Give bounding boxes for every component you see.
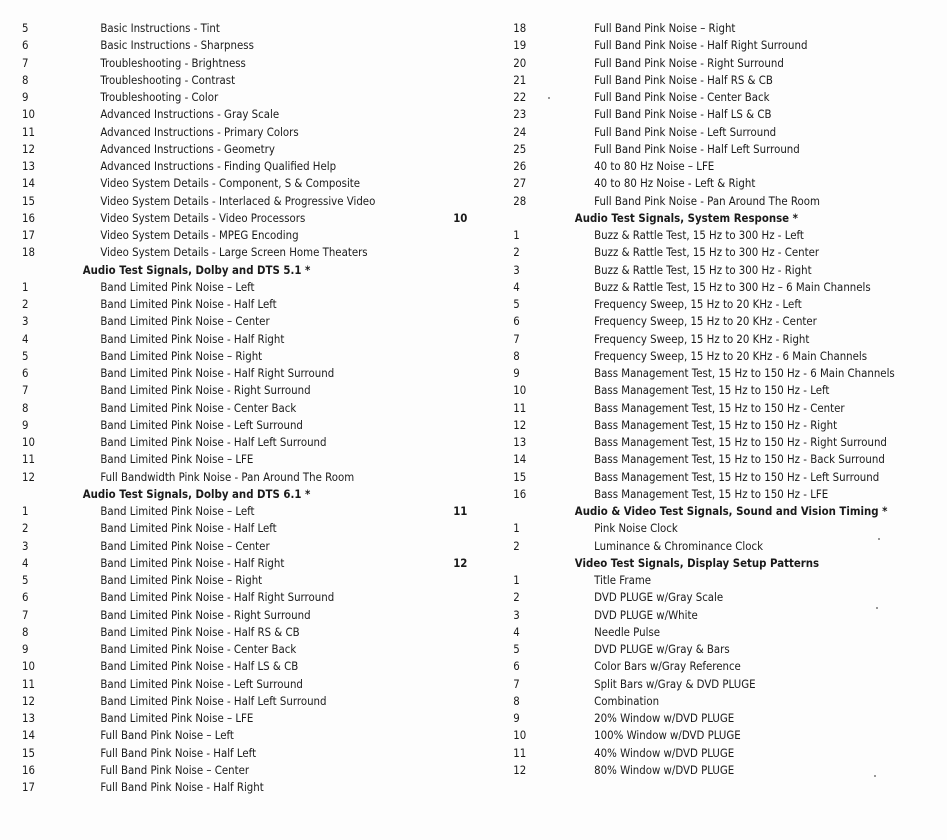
track-number: 8: [22, 400, 29, 415]
track-number: 10: [22, 435, 35, 449]
track-row: [478, 89, 891, 106]
track-row: [478, 589, 891, 606]
track-number: 18: [22, 245, 35, 260]
track-title: Band Limited Pink Noise – Center: [100, 314, 270, 329]
track-number: 8: [22, 624, 29, 639]
track-row: [478, 382, 891, 399]
track-row: [0, 607, 414, 624]
track-row: [0, 331, 414, 348]
track-title: Band Limited Pink Noise - Left Surround: [100, 417, 303, 432]
track-row: [478, 20, 891, 37]
track-title: Full Band Pink Noise – Left: [100, 728, 234, 743]
track-number: 2: [513, 245, 520, 260]
track-number: 9: [22, 90, 29, 104]
section-header-text: Audio Test Signals, Dolby and DTS 5.1 *: [82, 262, 311, 277]
track-title: 80% Window w/DVD PLUGE: [594, 762, 735, 777]
track-row: [0, 72, 414, 89]
track-title: Buzz & Rattle Test, 15 Hz to 300 Hz – 6 Main Channels: [594, 279, 871, 294]
track-title: Advanced Instructions - Finding Qualified Help: [100, 159, 337, 173]
track-row: [0, 624, 414, 641]
track-row: [0, 89, 414, 106]
track-number: 6: [22, 590, 29, 605]
track-title: 20% Window w/DVD PLUGE: [594, 711, 735, 725]
track-row: [478, 193, 891, 210]
track-row: [0, 37, 414, 54]
track-number: 5: [22, 348, 29, 363]
track-title: Needle Pulse: [594, 624, 661, 639]
section-header: [0, 262, 414, 279]
track-title: Band Limited Pink Noise – LFE: [100, 452, 254, 467]
track-row: [478, 296, 891, 313]
track-title: Band Limited Pink Noise - Half Left: [100, 521, 277, 536]
track-number: 26: [513, 159, 527, 173]
speck: [878, 538, 880, 540]
track-row: [478, 434, 891, 451]
track-row: [0, 589, 414, 606]
track-row: [478, 37, 891, 54]
track-number: 13: [513, 435, 527, 449]
track-row: [478, 538, 891, 555]
track-title: Bass Management Test, 15 Hz to 150 Hz - Center: [594, 400, 845, 415]
track-title: Advanced Instructions - Gray Scale: [100, 107, 280, 122]
track-row: [0, 55, 414, 72]
track-row: [478, 676, 891, 693]
track-number: 11: [513, 745, 527, 760]
track-title: Bass Management Test, 15 Hz to 150 Hz - Left Surround: [594, 469, 880, 484]
track-title: Band Limited Pink Noise - Half Left: [100, 297, 277, 311]
track-number: 7: [513, 331, 520, 346]
track-title: Buzz & Rattle Test, 15 Hz to 300 Hz - Right: [594, 262, 812, 277]
track-row: [0, 20, 414, 37]
track-number: 5: [513, 297, 520, 311]
track-title: Bass Management Test, 15 Hz to 150 Hz - Back Surround: [594, 452, 885, 467]
track-number: 8: [513, 348, 520, 363]
left-column: [0, 20, 470, 796]
track-row: [478, 158, 891, 175]
track-title: Band Limited Pink Noise - Right Surround: [100, 383, 311, 398]
track-title: DVD PLUGE w/White: [594, 607, 698, 622]
track-row: [478, 400, 891, 417]
track-number: 15: [22, 745, 35, 760]
track-title: Bass Management Test, 15 Hz to 150 Hz - Left: [594, 383, 830, 398]
track-number: 19: [513, 38, 527, 53]
track-number: 1: [22, 504, 29, 518]
track-title: Full Band Pink Noise - Half Left: [100, 745, 257, 760]
section-header: [478, 210, 891, 227]
track-title: 40% Window w/DVD PLUGE: [594, 745, 735, 760]
track-title: Bass Management Test, 15 Hz to 150 Hz - Right Surround: [594, 435, 887, 449]
track-row: [478, 124, 891, 141]
track-row: [0, 124, 414, 141]
speck: [876, 607, 878, 609]
track-number: 18: [513, 21, 527, 35]
track-row: [0, 210, 468, 227]
track-title: Video System Details - Large Screen Home Theaters: [100, 245, 368, 260]
track-row: [0, 365, 414, 382]
track-number: 9: [22, 642, 29, 656]
track-title: Video System Details - Interlaced & Progressive Video: [100, 193, 376, 208]
track-title: Band Limited Pink Noise - Half Right Surround: [100, 590, 335, 605]
section-header: [478, 555, 891, 572]
track-row: [0, 727, 414, 744]
track-number: 7: [22, 383, 29, 398]
track-number: 9: [22, 417, 29, 432]
track-title: DVD PLUGE w/Gray & Bars: [594, 642, 730, 656]
track-row: [0, 469, 414, 486]
track-row: [0, 348, 414, 365]
track-number: 14: [22, 728, 35, 743]
track-title: Frequency Sweep, 15 Hz to 20 KHz - Right: [594, 331, 810, 346]
track-row: [0, 158, 414, 175]
track-number: 8: [513, 693, 520, 708]
track-title: Band Limited Pink Noise - Half RS & CB: [100, 624, 300, 639]
track-title: Bass Management Test, 15 Hz to 150 Hz - 6 Main Channels: [594, 366, 895, 380]
track-row: [0, 193, 414, 210]
track-number: 3: [22, 538, 29, 553]
track-number: 16: [22, 762, 35, 777]
track-number: 13: [22, 159, 35, 173]
track-title: Band Limited Pink Noise - Left Surround: [100, 676, 303, 691]
track-number: 6: [513, 314, 520, 329]
track-row: [478, 313, 891, 330]
track-number: 16: [513, 486, 527, 501]
track-row: [0, 434, 414, 451]
track-title: Band Limited Pink Noise – Center: [100, 538, 270, 553]
track-title: Buzz & Rattle Test, 15 Hz to 300 Hz - Left: [594, 228, 804, 242]
track-row: [478, 262, 891, 279]
track-row: [478, 693, 891, 710]
track-number: 13: [22, 711, 35, 725]
track-number: 15: [513, 469, 527, 484]
section-header: [0, 486, 414, 503]
track-row: [0, 555, 468, 572]
track-row: [478, 227, 891, 244]
track-title: Band Limited Pink Noise – Left: [100, 279, 255, 294]
track-title: Band Limited Pink Noise - Center Back: [100, 642, 297, 656]
track-row: [478, 417, 891, 434]
track-row: [478, 641, 891, 658]
track-title: Video System Details - Component, S & Composite: [100, 176, 361, 191]
track-number: 1: [22, 279, 29, 294]
track-number: 11: [22, 676, 35, 691]
track-number: 3: [513, 262, 520, 277]
track-title: Full Band Pink Noise - Half Left Surround: [594, 141, 800, 156]
track-row: [478, 348, 891, 365]
track-number: 14: [513, 452, 527, 467]
track-number: 12: [513, 417, 527, 432]
track-title: Troubleshooting - Brightness: [100, 55, 246, 70]
track-title: Advanced Instructions - Geometry: [100, 141, 275, 156]
track-row: [0, 451, 414, 468]
track-row: [478, 607, 891, 624]
track-row: [0, 641, 414, 658]
track-title: Full Band Pink Noise - Half LS & CB: [594, 107, 772, 122]
track-title: Band Limited Pink Noise - Half Left Surround: [100, 693, 327, 708]
track-number: 6: [22, 366, 29, 380]
track-number: 12: [22, 141, 35, 156]
track-row: [0, 175, 414, 192]
track-row: [0, 762, 414, 779]
track-title: Basic Instructions - Sharpness: [100, 38, 254, 53]
track-row: [0, 296, 414, 313]
track-title: Video System Details - MPEG Encoding: [100, 228, 299, 242]
track-row: [0, 141, 414, 158]
track-title: Full Band Pink Noise - Pan Around The Room: [594, 193, 820, 208]
track-number: 24: [513, 124, 527, 139]
track-title: 40 to 80 Hz Noise – LFE: [594, 159, 715, 173]
track-row: [478, 141, 891, 158]
track-title: Frequency Sweep, 15 Hz to 20 KHz - Left: [594, 297, 802, 311]
track-row: [478, 486, 891, 503]
track-number: 1: [513, 521, 520, 536]
track-row: [0, 658, 414, 675]
speck: [874, 775, 876, 777]
track-title: Full Band Pink Noise - Right Surround: [594, 55, 784, 70]
track-number: 14: [22, 176, 35, 191]
track-title: 40 to 80 Hz Noise - Left & Right: [594, 176, 756, 191]
track-number: 10: [22, 107, 35, 122]
track-row: [0, 279, 414, 296]
track-title: Basic Instructions - Tint: [100, 21, 220, 35]
track-title: Troubleshooting - Color: [100, 90, 219, 104]
track-number: 15: [22, 193, 35, 208]
track-number: 28: [513, 193, 527, 208]
track-row: [0, 400, 414, 417]
track-number: 12: [513, 762, 527, 777]
track-number: 11: [22, 452, 35, 467]
track-title: DVD PLUGE w/Gray Scale: [594, 590, 724, 605]
track-title: 100% Window w/DVD PLUGE: [594, 728, 741, 743]
track-row: [478, 624, 891, 641]
track-number: 16: [22, 210, 35, 225]
track-title: Band Limited Pink Noise – Right: [100, 348, 263, 363]
track-title: Advanced Instructions - Primary Colors: [100, 124, 299, 139]
track-row: [478, 451, 891, 468]
section-header-text: Audio Test Signals, System Response *: [574, 210, 799, 225]
track-row: [0, 745, 414, 762]
track-title: Band Limited Pink Noise - Half Right Surround: [100, 366, 335, 380]
track-number: 17: [22, 780, 35, 794]
track-title: Band Limited Pink Noise - Half Right: [100, 331, 285, 346]
track-row: [0, 227, 414, 244]
track-number: 4: [22, 331, 29, 346]
track-number: 21: [513, 72, 527, 87]
track-row: [478, 175, 891, 192]
track-title: Bass Management Test, 15 Hz to 150 Hz - Right: [594, 417, 838, 432]
track-row: [0, 244, 414, 261]
track-row: [478, 244, 891, 261]
track-row: [478, 469, 891, 486]
track-row: [0, 572, 414, 589]
track-title: Luminance & Chrominance Clock: [594, 538, 764, 553]
track-number: 6: [513, 659, 520, 674]
section-header: [478, 503, 891, 520]
track-title: Buzz & Rattle Test, 15 Hz to 300 Hz - Center: [594, 245, 820, 260]
track-number: 3: [22, 314, 29, 329]
track-number: 10: [513, 728, 527, 743]
track-title: Pink Noise Clock: [594, 521, 678, 536]
track-row: [478, 365, 895, 382]
track-number: 20: [513, 55, 527, 70]
track-number: 12: [22, 693, 35, 708]
track-row: [0, 503, 468, 520]
track-number: 5: [22, 21, 29, 35]
track-row: [478, 279, 891, 296]
track-row: [0, 417, 414, 434]
track-row: [478, 745, 891, 762]
track-number: 3: [513, 607, 520, 622]
track-title: Full Band Pink Noise – Right: [594, 21, 736, 35]
track-row: [0, 382, 414, 399]
track-number: 10: [22, 659, 35, 674]
track-row: [0, 779, 414, 796]
track-number: 4: [513, 624, 520, 639]
track-number: 7: [513, 676, 520, 691]
track-number: 10: [513, 383, 527, 398]
track-title: Band Limited Pink Noise - Center Back: [100, 400, 297, 415]
track-title: Band Limited Pink Noise - Half Right: [100, 555, 285, 570]
track-number: 2: [22, 297, 29, 311]
track-number: 4: [513, 279, 520, 294]
track-row: [0, 676, 414, 693]
track-number: 23: [513, 107, 527, 122]
track-row: [0, 313, 414, 330]
track-number: 4: [22, 555, 29, 570]
chapter-marker: 11: [453, 504, 468, 518]
chapter-marker: 12: [453, 555, 468, 570]
track-number: 9: [513, 366, 520, 380]
track-number: 1: [513, 573, 520, 587]
track-title: Split Bars w/Gray & DVD PLUGE: [594, 676, 756, 691]
track-row: [478, 55, 891, 72]
track-number: 9: [513, 711, 520, 725]
track-number: 2: [513, 590, 520, 605]
track-row: [478, 572, 891, 589]
track-title: Full Bandwidth Pink Noise - Pan Around The Room: [100, 469, 355, 484]
track-row: [478, 762, 891, 779]
track-title: Full Band Pink Noise - Left Surround: [594, 124, 777, 139]
track-row: [0, 538, 414, 555]
track-title: Frequency Sweep, 15 Hz to 20 KHz - Center: [594, 314, 817, 329]
track-number: 5: [513, 642, 520, 656]
track-title: Full Band Pink Noise – Center: [100, 762, 250, 777]
track-number: 22: [513, 90, 527, 104]
track-title: Title Frame: [594, 573, 652, 587]
speck: [548, 97, 550, 99]
track-row: [0, 106, 414, 123]
track-title: Full Band Pink Noise - Half RS & CB: [594, 72, 773, 87]
track-row: [478, 331, 891, 348]
track-title: Band Limited Pink Noise - Half LS & CB: [100, 659, 299, 674]
track-number: 2: [513, 538, 520, 553]
track-number: 17: [22, 228, 35, 242]
track-number: 8: [22, 72, 29, 87]
track-title: Full Band Pink Noise - Half Right: [100, 780, 264, 794]
section-header-text: Audio Test Signals, Dolby and DTS 6.1 *: [82, 486, 311, 501]
track-title: Combination: [594, 693, 660, 708]
track-row: [0, 710, 414, 727]
track-number: 7: [22, 55, 29, 70]
track-number: 12: [22, 469, 35, 484]
track-title: Band Limited Pink Noise – Right: [100, 573, 263, 587]
track-title: Video System Details - Video Processors: [100, 210, 306, 225]
track-title: Frequency Sweep, 15 Hz to 20 KHz - 6 Main Channels: [594, 348, 868, 363]
track-number: 11: [513, 400, 527, 415]
track-title: Bass Management Test, 15 Hz to 150 Hz - LFE: [594, 486, 829, 501]
track-row: [478, 658, 891, 675]
track-title: Troubleshooting - Contrast: [100, 72, 236, 87]
track-number: 2: [22, 521, 29, 536]
track-row: [0, 520, 414, 537]
track-title: Color Bars w/Gray Reference: [594, 659, 741, 674]
track-number: 25: [513, 141, 527, 156]
track-row: [478, 72, 891, 89]
track-number: 27: [513, 176, 527, 191]
track-title: Full Band Pink Noise - Center Back: [594, 90, 770, 104]
section-header-text: Audio & Video Test Signals, Sound and Vision Timing *: [574, 504, 888, 518]
chapter-marker: 10: [453, 210, 468, 225]
track-number: 1: [513, 228, 520, 242]
track-row: [478, 520, 891, 537]
track-title: Band Limited Pink Noise – LFE: [100, 711, 254, 725]
track-row: [478, 727, 891, 744]
track-row: [478, 710, 891, 727]
section-header-text: Video Test Signals, Display Setup Patterns: [574, 555, 820, 570]
track-number: 5: [22, 573, 29, 587]
track-title: Full Band Pink Noise - Half Right Surround: [594, 38, 808, 53]
track-row: [0, 693, 414, 710]
track-number: 7: [22, 607, 29, 622]
track-number: 6: [22, 38, 29, 53]
track-title: Band Limited Pink Noise - Right Surround: [100, 607, 311, 622]
track-row: [478, 106, 891, 123]
track-number: 11: [22, 124, 35, 139]
track-title: Band Limited Pink Noise - Half Left Surround: [100, 435, 327, 449]
right-column: [478, 20, 947, 779]
track-title: Band Limited Pink Noise – Left: [100, 504, 255, 518]
